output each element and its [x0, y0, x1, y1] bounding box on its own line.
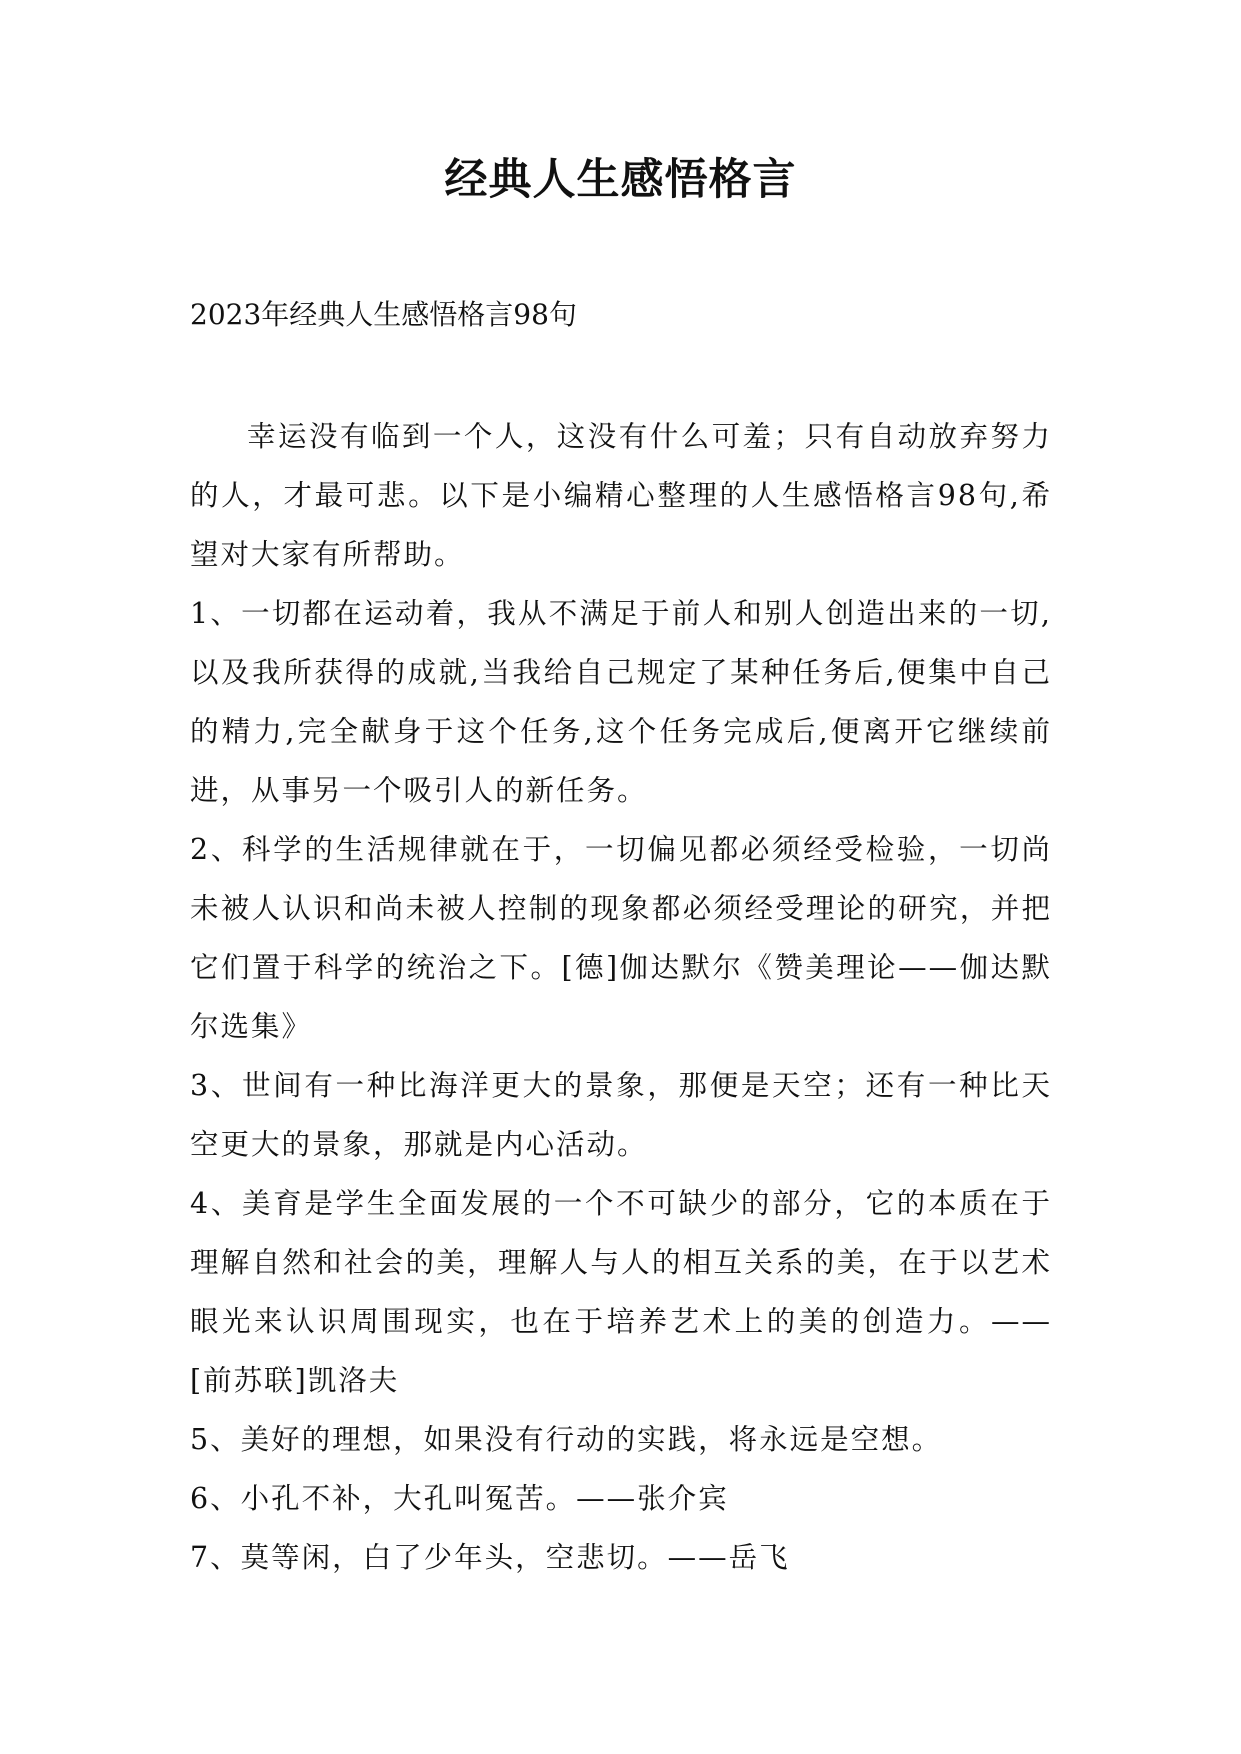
quote-item-3: 3、世间有一种比海洋更大的景象，那便是天空；还有一种比天空更大的景象，那就是内心活动。 [190, 1069, 1052, 1161]
document-body [190, 407, 1052, 1587]
document-subtitle: 2023年经典人生感悟格言98句 [190, 298, 577, 331]
quote-item-2: 2、科学的生活规律就在于，一切偏见都必须经受检验，一切尚未被人认识和尚未被人控制的现象都必须经受理论的研究，并把它们置于科学的统治之下。[德]伽达默尔《赞美理论——伽达默尔选集》 [190, 833, 1052, 1043]
quote-item-4: 4、美育是学生全面发展的一个不可缺少的部分，它的本质在于理解自然和社会的美，理解人与人的相互关系的美，在于以艺术眼光来认识周围现实，也在于培养艺术上的美的创造力。——[前苏联]凯洛夫 [190, 1187, 1052, 1397]
intro-paragraph: 幸运没有临到一个人，这没有什么可羞；只有自动放弃努力的人，才最可悲。以下是小编精心整理的人生感悟格言98句,希望对大家有所帮助。 [190, 420, 1052, 571]
quote-item-6: 6、小孔不补，大孔叫冤苦。——张介宾 [190, 1482, 729, 1515]
document-title: 经典人生感悟格言 [444, 155, 797, 205]
quote-item-1: 1、一切都在运动着，我从不满足于前人和别人创造出来的一切,以及我所获得的成就,当我给自己规定了某种任务后,便集中自己的精力,完全献身于这个任务,这个任务完成后,便离开它继续前进，从事另一个吸引人的新任务。 [190, 597, 1052, 807]
quote-item-7: 7、莫等闲，白了少年头，空悲切。——岳飞 [190, 1541, 790, 1574]
quote-item-5: 5、美好的理想，如果没有行动的实践，将永远是空想。 [190, 1423, 943, 1456]
